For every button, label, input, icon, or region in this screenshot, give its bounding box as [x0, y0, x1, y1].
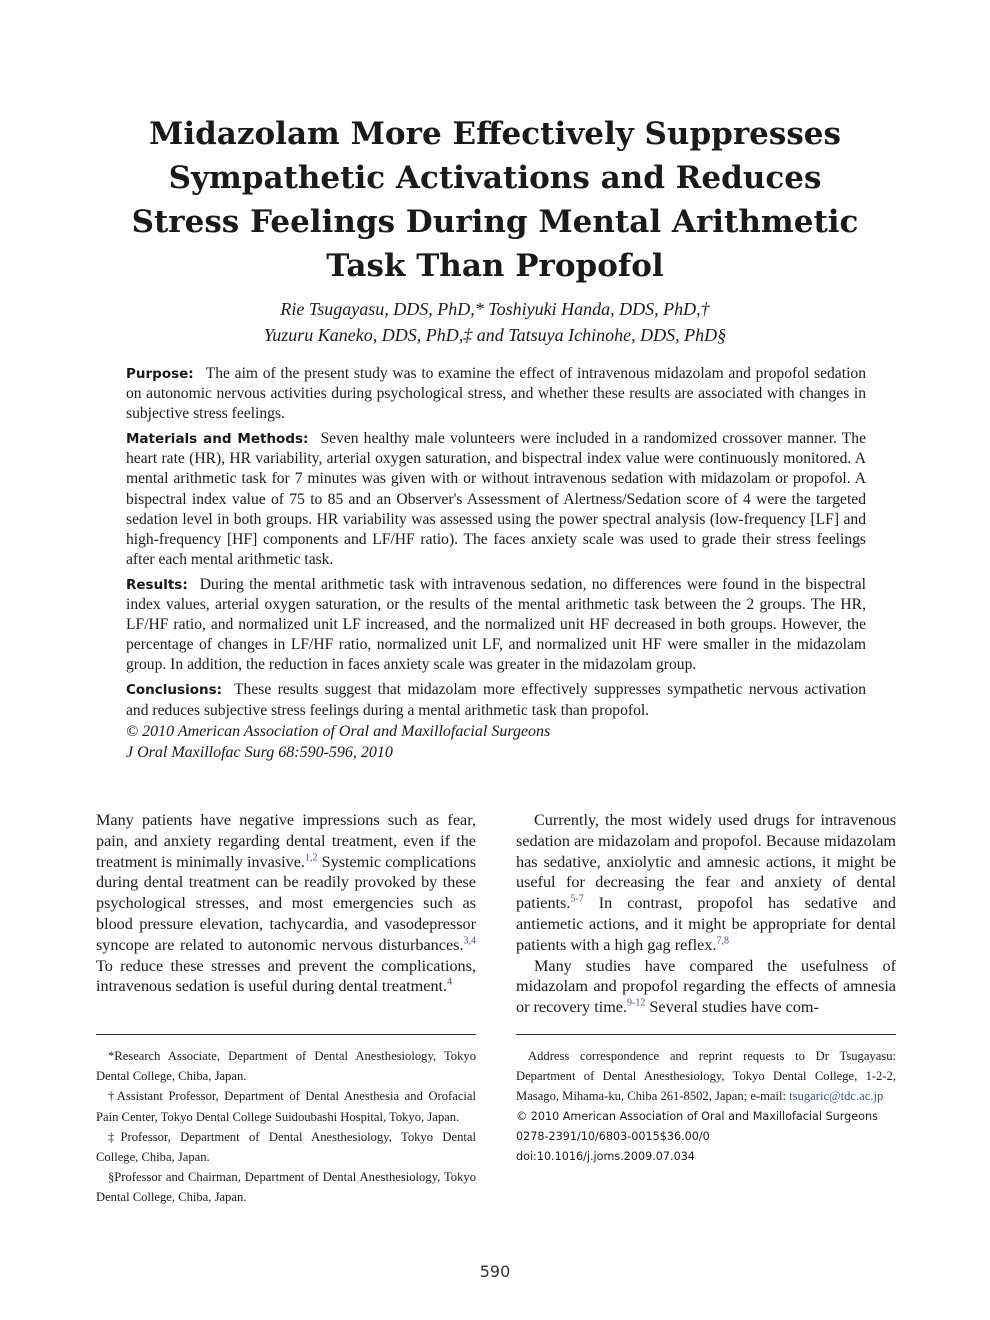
body-text: In contrast, propofol has sedative and antiemetic actions, and it might be appropriate for dental patients with a high gag reflex.: [516, 894, 896, 954]
article-title: Midazolam More Effectively Suppresses Sympathetic Activations and Reduces Stress Feelings During Mental Arithmetic Task Than Propofol: [131, 116, 859, 284]
methods-text: Seven healthy male volunteers were included in a randomized crossover manner. The heart rate (HR), HR variability, arterial oxygen saturation, and bispectral index value were continuously monitored. A mental arithmetic task for 7 minutes was given with or without intravenous sedation with midazolam or propofol. A bispectral index value of 75 to 85 and an Observer's Assessment of Alertness/Sedation score of 4 were the targeted sedation level in both groups. HR variability was assessed using the power spectral analysis (low-frequency [LF] and high-frequency [HF] components and LF/HF ratio). The faces anxiety scale was used to grade their stress feelings after each mental arithmetic task.: [126, 430, 866, 568]
body-paragraph: [516, 810, 896, 956]
affiliation-footnote: *Research Associate, Department of Dental Anesthesiology, Tokyo Dental College, Chiba, Japan.: [96, 1049, 476, 1084]
email-link[interactable]: tsugaric@tdc.ac.jp: [789, 1089, 884, 1104]
body-column-right: [516, 810, 896, 1018]
abstract-results: [126, 575, 866, 675]
body-column-left: [96, 810, 476, 997]
journal-citation: J Oral Maxillofac Surg 68:590-596, 2010: [126, 743, 393, 761]
authors-line-2: Yuzuru Kaneko, DDS, PhD,‡ and Tatsuya Ichinohe, DDS, PhD§: [263, 325, 727, 345]
results-text: During the mental arithmetic task with intravenous sedation, no differences were found in the bispectral index values, arterial oxygen saturation, or the results of the mental arithmetic task between the 2 groups. The HR, LF/HF ratio, and normalized unit LF increased, and the normalized unit HF decreased in both groups. However, the percentage of changes in LF/HF ratio, normalized unit LF, and normalized unit HF were smaller in the midazolam group. In addition, the reduction in faces anxiety scale was greater in the midazolam group.: [126, 575, 866, 674]
correspondence-info: [516, 1046, 896, 1167]
abstract-methods: [126, 429, 866, 570]
reference-link[interactable]: 1,2: [304, 852, 318, 864]
body-text: Several studies have com-: [645, 998, 819, 1017]
body-text: To reduce these stresses and prevent the complications, intravenous sedation is useful during dental treatment.: [96, 956, 476, 996]
author-affiliations: [96, 1046, 476, 1208]
abstract: [126, 364, 866, 768]
reference-link[interactable]: 3,4: [463, 935, 476, 947]
body-text: Many studies have compared the usefulness of midazolam and propofol regarding the effects of amnesia or recovery time.: [516, 956, 896, 1017]
affiliation-footnote: †Assistant Professor, Department of Dental Anesthesia and Orofacial Pain Center, Tokyo Dental College Suidoubashi Hospital, Tokyo, Japan.: [96, 1089, 476, 1124]
affiliation-footnote: §Professor and Chairman, Department of Dental Anesthesiology, Tokyo Dental College, Chiba, Japan.: [96, 1170, 476, 1205]
reference-link[interactable]: 9-12: [627, 997, 646, 1009]
footnote-divider-right: [516, 1034, 896, 1035]
body-text: Currently, the most widely used drugs for intravenous sedation are midazolam and propofol. Because midazolam has sedative, anxiolytic and amnesic actions, it might be useful for decreasing the fear and anxiety of dental patients.: [516, 811, 896, 913]
affiliation-footnote: ‡Professor, Department of Dental Anesthesiology, Tokyo Dental College, Chiba, Japan.: [96, 1129, 476, 1165]
footnote-divider-left: [96, 1034, 476, 1035]
results-label: Results:: [126, 576, 188, 593]
body-text: Many patients have negative impressions such as fear, pain, and anxiety regarding dental treatment, even if the treatment is minimally invasive.: [96, 811, 476, 871]
reference-link[interactable]: 4: [447, 976, 453, 988]
correspondence-text: Address correspondence and reprint requests to Dr Tsugayasu: Department of Dental Anesthesiology, Tokyo Dental College, 1-2-2, Masago, Mihama-ku, Chiba 261-8502, Japan; e-mail:: [516, 1049, 896, 1104]
abstract-copyright: © 2010 American Association of Oral and Maxillofacial Surgeons: [126, 722, 551, 740]
correspondence-footnote: [516, 1046, 896, 1107]
body-paragraph: [516, 956, 896, 1018]
reference-link[interactable]: 5-7: [570, 893, 584, 905]
doi-line[interactable]: doi:10.1016/j.joms.2009.07.034: [516, 1150, 695, 1164]
conclusions-label: Conclusions:: [126, 682, 223, 699]
abstract-purpose: [126, 364, 866, 424]
purpose-label: Purpose:: [126, 366, 194, 382]
copyright-line: © 2010 American Association of Oral and Maxillofacial Surgeons: [516, 1109, 878, 1123]
page-number: 590: [479, 1262, 511, 1281]
issn-line: 0278-2391/10/6803-0015$36.00/0: [516, 1129, 710, 1143]
abstract-conclusions: [126, 680, 866, 762]
conclusions-text: These results suggest that midazolam more effectively suppresses sympathetic nervous activation and reduces subjective stress feelings during a mental arithmetic task than propofol.: [126, 681, 866, 719]
purpose-text: The aim of the present study was to examine the effect of intravenous midazolam and propofol sedation on autonomic nervous activities during psychological stress, and whether these results are associated with changes in subjective stress feelings.: [126, 365, 866, 423]
methods-label: Materials and Methods:: [126, 431, 309, 448]
authors-line-1: Rie Tsugayasu, DDS, PhD,* Toshiyuki Handa, DDS, PhD,†: [280, 299, 710, 319]
body-text: Systemic complications during dental treatment can be readily provoked by these psychological stresses, and most emergencies such as blood pressure elevation, tachycardia, and vasodepressor syncope are related to autonomic nervous disturbances.: [96, 852, 476, 954]
body-paragraph: [96, 810, 476, 997]
reference-link[interactable]: 7,8: [716, 935, 729, 947]
author-list: [110, 296, 880, 348]
